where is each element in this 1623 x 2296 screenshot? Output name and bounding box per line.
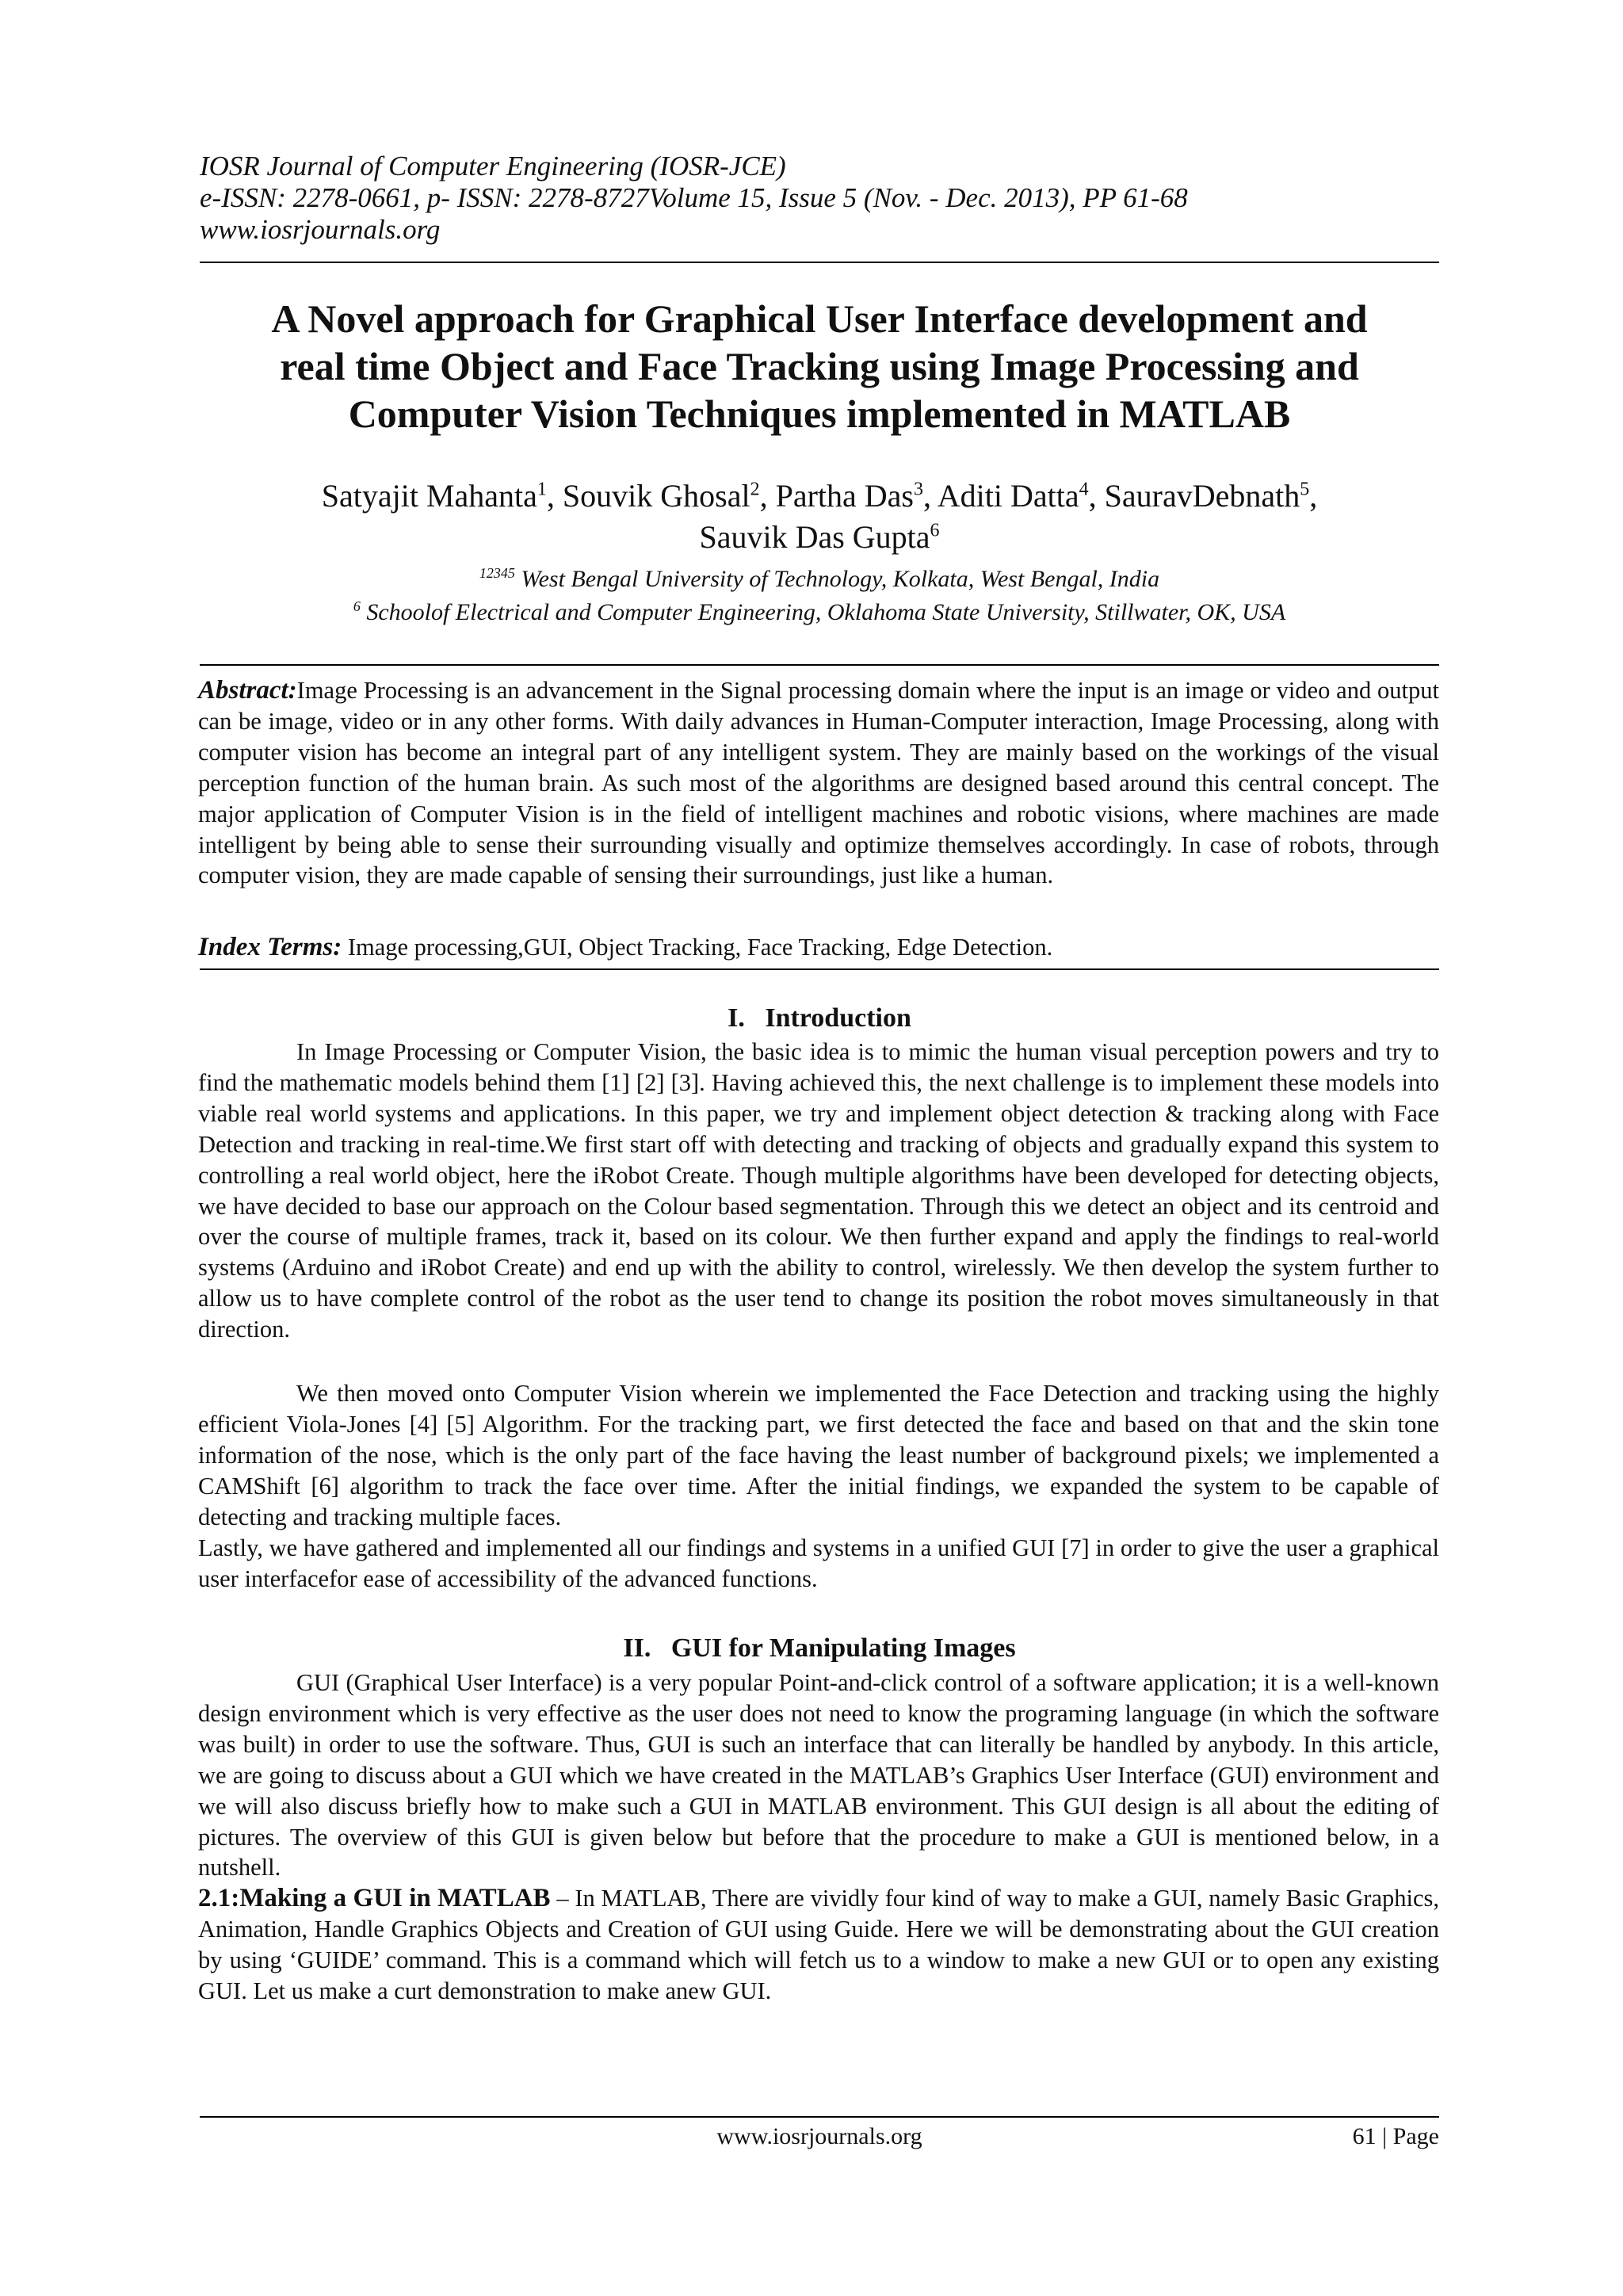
journal-header — [200, 151, 1439, 246]
author: Souvik Ghosal$^2$, — [562, 478, 776, 514]
title-line-1: A Novel approach for Graphical User Interface development and — [271, 296, 1368, 341]
author: SauravDebnath$^5$, — [1104, 478, 1318, 514]
footer-page-number: 61 | Page — [1352, 2123, 1439, 2149]
journal-website: www.iosrjournals.org — [200, 214, 441, 245]
subsection-text: – In MATLAB, There are vividly four kind of way to make a GUI, namely Basic Graphics, Animation, Handle Graphics Objects and Creation of GUI using Guide. Here we will be demonstrating about the GUI creation by using ‘GUIDE’ command. This is a command which will fetch us to a window to make a new GUI or to open any existing GUI. Let us make a curt demonstration to make anew GUI. — [198, 1885, 1439, 2004]
gui-paragraph-1: GUI (Graphical User Interface) is a very popular Point-and-click control of a software application; it is a well-known design environment which is very effective as the user does not need to know the programing language (in which the software was built) in order to use the software. Thus, GUI is such an interface that can literally be handled by anybody. In this article, we are going to discuss about a GUI which we have created in the MATLAB’s Graphics User Interface (GUI) environment and we will also discuss briefly how to make such a GUI in MATLAB environment. This GUI design is all about the editing of pictures. The overview of this GUI is given below but before that the procedure to make a GUI is mentioned below, in a nutshell. — [198, 1669, 1439, 1881]
paper-title — [200, 295, 1439, 437]
author: Sauvik Das Gupta$^6$ — [699, 519, 940, 555]
title-line-3: Computer Vision Techniques implemented in MATLAB — [348, 392, 1291, 436]
abstract-text: Image Processing is an advancement in the Signal processing domain where the input is an image or video and output can be image, video or in any other forms. With daily advances in Human-Computer interaction, Image Processing, along with computer vision has become an integral part of any intelligent system. They are mainly based on the workings of the visual perception function of the human brain. As such most of the algorithms are designed based around this central concept. The major application of Computer Vision is in the field of intelligent machines and robotic visions, where machines are made intelligent by being able to sense their surrounding visually and optimize themselves accordingly. In case of robots, through computer vision, they are made capable of sensing their surroundings, just like a human. — [198, 677, 1439, 889]
abstract-top-rule — [200, 664, 1439, 666]
footer-rule — [200, 2116, 1439, 2118]
author: Satyajit Mahanta$^1$, — [321, 478, 563, 514]
title-line-2: real time Object and Face Tracking using Image Processing and — [280, 344, 1359, 388]
abstract-label: Abstract: — [198, 676, 297, 705]
affiliation-1: $^{12345}$ West Bengal University of Technology, Kolkata, West Bengal, India — [479, 565, 1160, 592]
footer-website: www.iosrjournals.org — [716, 2123, 922, 2149]
abstract-bottom-rule — [200, 968, 1439, 970]
intro-paragraph-1: In Image Processing or Computer Vision, the basic idea is to mimic the human visual perception powers and try to find the mathematic models behind them [1] [2] [3]. Having achieved this, the next challenge is to implement these models into viable real world systems and applications. In this paper, we try and implement object detection & tracking along with Face Detection and tracking in real-time.We first start off with detecting and tracking of objects and gradually expand this system to controlling a real world object, here the iRobot Create. Though multiple algorithms have been developed for detecting objects, we have decided to base our approach on the Colour based segmentation. Through this we detect an object and its centroid and over the course of multiple frames, track it, based on its colour. We then further expand and apply the findings to real-world systems (Arduino and iRobot Create) and end up with the ability to control, wirelessly. We then develop the system further to allow us to have complete control of the robot as the user tend to change its position the robot moves simultaneously in that direction. — [198, 1038, 1439, 1343]
author-list — [200, 476, 1439, 558]
index-terms-text: Image processing,GUI, Object Tracking, Face Tracking, Edge Detection. — [342, 934, 1053, 961]
section-heading-gui: II. GUI for Manipulating Images — [623, 1633, 1016, 1663]
section-heading-introduction: I. Introduction — [727, 1003, 911, 1033]
index-terms-label: Index Terms: — [198, 933, 342, 961]
subsection-label: 2.1:Making a GUI in MATLAB — [198, 1884, 551, 1912]
intro-paragraph-3: Lastly, we have gathered and implemented all our findings and systems in a unified GUI [7] in order to give the user a graphical user interfacefor ease of accessibility of the advanced functions. — [198, 1534, 1439, 1592]
subsection-making-gui — [198, 1883, 1439, 2007]
index-terms — [198, 932, 1439, 963]
affiliation-2: $^6$ Schoolof Electrical and Computer Engineering, Oklahoma State University, Stillwater, OK, USA — [353, 598, 1286, 625]
author: Aditi Datta$^4$, — [937, 478, 1105, 514]
author: Partha Das$^3$, — [775, 478, 938, 514]
intro-paragraph-2: We then moved onto Computer Vision wherein we implemented the Face Detection and tracking using the highly efficient Viola-Jones [4] [5] Algorithm. For the tracking part, we first detected the face and based on that and the skin tone information of the nose, which is the only part of the face having the least number of background pixels; we implemented a CAMShift [6] algorithm to track the face over time. After the initial findings, we expanded the system to be capable of detecting and tracking multiple faces. — [198, 1380, 1439, 1530]
journal-name: IOSR Journal of Computer Engineering (IOSR-JCE) — [200, 151, 786, 181]
abstract — [198, 675, 1439, 891]
journal-issn: e-ISSN: 2278-0661, p- ISSN: 2278-8727Volume 15, Issue 5 (Nov. - Dec. 2013), PP 61-68 — [200, 182, 1188, 213]
header-rule — [200, 262, 1439, 263]
